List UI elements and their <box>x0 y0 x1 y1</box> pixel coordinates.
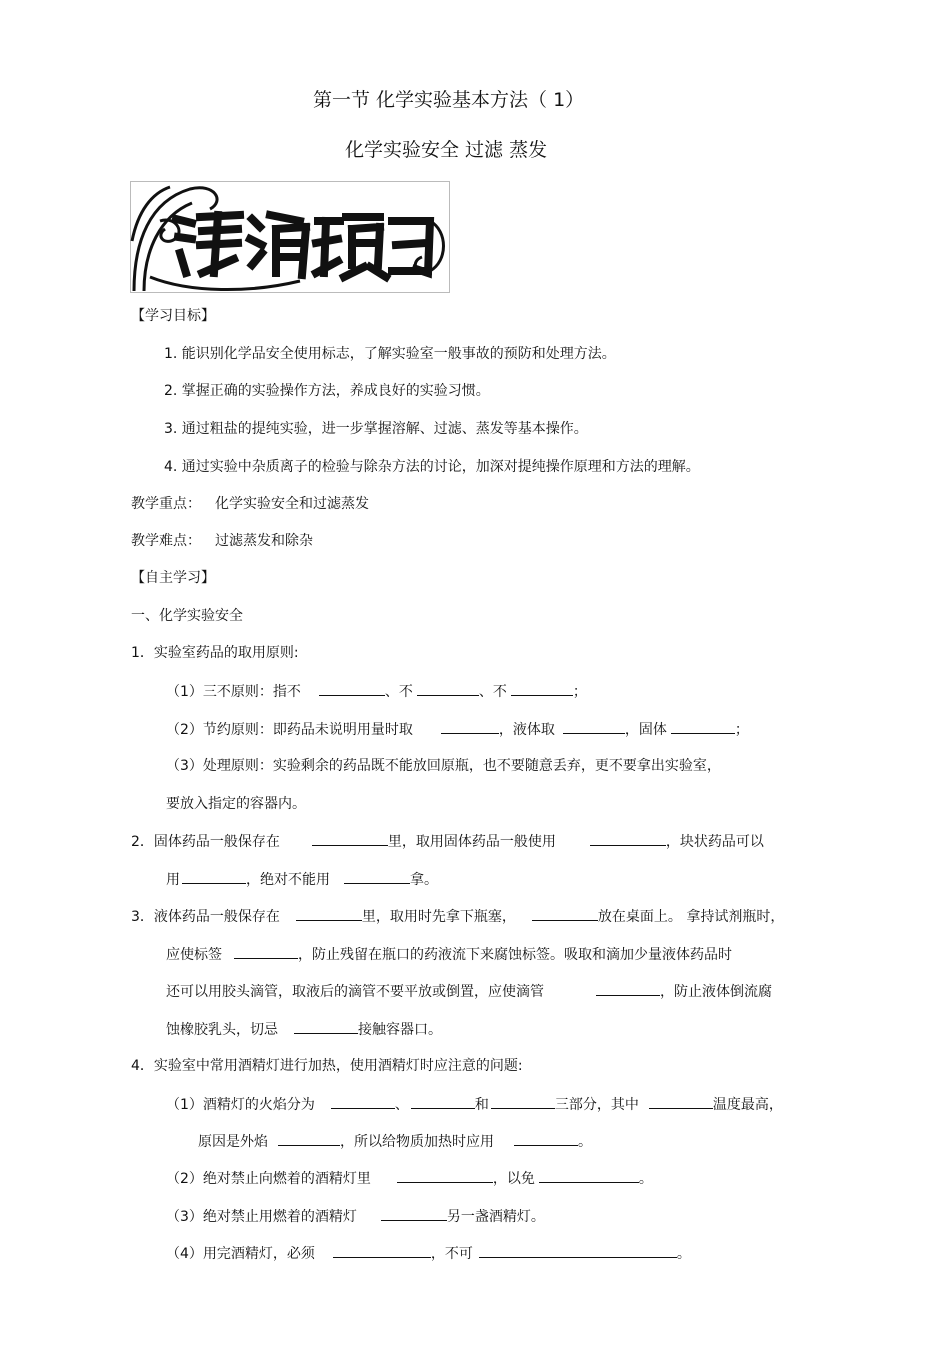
blank[interactable] <box>294 1020 358 1034</box>
question-1-line-1 <box>166 682 587 701</box>
text: 里，取用固体药品一般使用 <box>387 834 556 850</box>
objective-item: 4. 通过实验中杂质离子的检验与除杂方法的讨论，加深对提纯操作原理和方法的理解。 <box>164 459 700 475</box>
text: （2）节约原则：即药品未说明用量时取 <box>166 722 413 738</box>
text: ，以免 <box>492 1171 535 1187</box>
text: 。 <box>638 1171 653 1187</box>
text: 里，取用时先拿下瓶塞， <box>361 909 516 925</box>
objective-item: 1. 能识别化学品安全使用标志，了解实验室一般事故的预防和处理方法。 <box>164 346 616 362</box>
blank[interactable] <box>381 1207 447 1221</box>
text: ，不可 <box>430 1246 473 1262</box>
text: 用 <box>166 872 180 888</box>
question-1-line-3: （3）处理原则：实验剩余的药品既不能放回原瓶，也不要随意丢弃，更不要拿出实验室， <box>166 758 721 774</box>
text: 接触容器口。 <box>358 1022 442 1038</box>
question-3-line-3 <box>166 982 772 1001</box>
section-heading: 一、化学实验安全 <box>131 608 243 624</box>
difficulty-label: 教学难点： <box>131 533 201 549</box>
text: 、不 <box>478 684 507 700</box>
text: （4）用完酒精灯，必须 <box>166 1246 315 1262</box>
objective-item: 3. 通过粗盐的提纯实验，进一步掌握溶解、过滤、蒸发等基本操作。 <box>164 421 588 437</box>
blank[interactable] <box>234 945 298 959</box>
blank[interactable] <box>296 907 362 921</box>
banner-image <box>130 181 450 293</box>
key-point-label: 教学重点： <box>131 496 201 512</box>
blank[interactable] <box>671 720 735 734</box>
question-4-line-5 <box>166 1244 691 1263</box>
text: ，防止液体倒流腐 <box>660 984 772 1000</box>
text: 温度最高， <box>712 1097 783 1113</box>
page-subtitle: 化学实验安全 过滤 蒸发 <box>345 139 548 161</box>
blank[interactable] <box>312 832 388 846</box>
blank[interactable] <box>511 682 573 696</box>
question-3-line-1 <box>131 907 784 926</box>
blank[interactable] <box>397 1169 493 1183</box>
objective-item: 2. 掌握正确的实验操作方法，养成良好的实验习惯。 <box>164 383 490 399</box>
self-study-heading: 【自主学习】 <box>131 570 215 586</box>
question-1-line-4: 要放入指定的容器内。 <box>166 796 306 812</box>
text: 拿。 <box>410 872 438 888</box>
blank[interactable] <box>441 720 499 734</box>
blank[interactable] <box>333 1244 431 1258</box>
blank[interactable] <box>596 982 660 996</box>
text: 三部分，其中 <box>554 1097 639 1113</box>
question-4-line-4 <box>166 1207 545 1226</box>
text: （3）绝对禁止用燃着的酒精灯 <box>166 1209 357 1225</box>
text: 原因是外焰 <box>198 1134 268 1150</box>
question-4-line-2 <box>198 1132 592 1151</box>
text: （1）酒精灯的火焰分为 <box>166 1097 315 1113</box>
text: ； <box>734 722 749 738</box>
question-4-line-1 <box>166 1095 783 1114</box>
blank[interactable] <box>539 1169 639 1183</box>
question-4-line-3 <box>166 1169 653 1188</box>
text: ； <box>572 684 587 700</box>
page-title: 第一节 化学实验基本方法（ 1） <box>313 89 585 111</box>
text: ，防止残留在瓶口的药液流下来腐蚀标签。吸取和滴加少量液体药品时 <box>298 947 732 963</box>
objectives-heading: 【学习目标】 <box>131 308 215 324</box>
blank[interactable] <box>491 1095 555 1109</box>
text: ，所以给物质加热时应用 <box>340 1134 494 1150</box>
text: 、不 <box>384 684 413 700</box>
blank[interactable] <box>182 870 246 884</box>
text: 2．固体药品一般保存在 <box>131 834 280 850</box>
question-3-line-2 <box>166 945 732 964</box>
blank[interactable] <box>590 832 666 846</box>
text: 蚀橡胶乳头，切忌 <box>166 1022 278 1038</box>
question-3-line-4 <box>166 1020 442 1039</box>
text: 应使标签 <box>166 947 222 963</box>
text: 另一盏酒精灯。 <box>446 1209 545 1225</box>
blank[interactable] <box>514 1132 578 1146</box>
blank[interactable] <box>532 907 598 921</box>
text: 和 <box>474 1097 489 1113</box>
text: ，绝对不能用 <box>246 872 330 888</box>
key-point-text: 化学实验安全和过滤蒸发 <box>215 496 369 512</box>
text: ，块状药品可以 <box>665 834 764 850</box>
text: 。 <box>676 1246 691 1262</box>
text: 、 <box>394 1097 409 1113</box>
blank[interactable] <box>479 1244 677 1258</box>
text: ，固体 <box>624 722 667 738</box>
question-4-stem: 4．实验室中常用酒精灯进行加热，使用酒精灯时应注意的问题: <box>131 1058 523 1074</box>
question-2-line-2 <box>166 870 438 889</box>
question-1-stem: 1．实验室药品的取用原则: <box>131 645 299 661</box>
text: ，液体取 <box>498 722 555 738</box>
text: 。 <box>578 1134 592 1150</box>
blank[interactable] <box>649 1095 713 1109</box>
blank[interactable] <box>278 1132 340 1146</box>
difficulty-text: 过滤蒸发和除杂 <box>215 533 313 549</box>
text: （2）绝对禁止向燃着的酒精灯里 <box>166 1171 371 1187</box>
blank[interactable] <box>417 682 479 696</box>
blank[interactable] <box>331 1095 395 1109</box>
text: 还可以用胶头滴管，取液后的滴管不要平放或倒置，应使滴管 <box>166 984 544 1000</box>
banner-calligraphy <box>130 181 450 293</box>
blank[interactable] <box>344 870 410 884</box>
text: （1）三不原则：指不 <box>166 684 301 700</box>
blank[interactable] <box>563 720 625 734</box>
question-1-line-2 <box>166 720 749 739</box>
question-2-line-1 <box>131 832 764 851</box>
text: 3．液体药品一般保存在 <box>131 909 280 925</box>
text: 放在桌面上。 拿持试剂瓶时， <box>597 909 785 925</box>
blank[interactable] <box>411 1095 475 1109</box>
blank[interactable] <box>319 682 385 696</box>
